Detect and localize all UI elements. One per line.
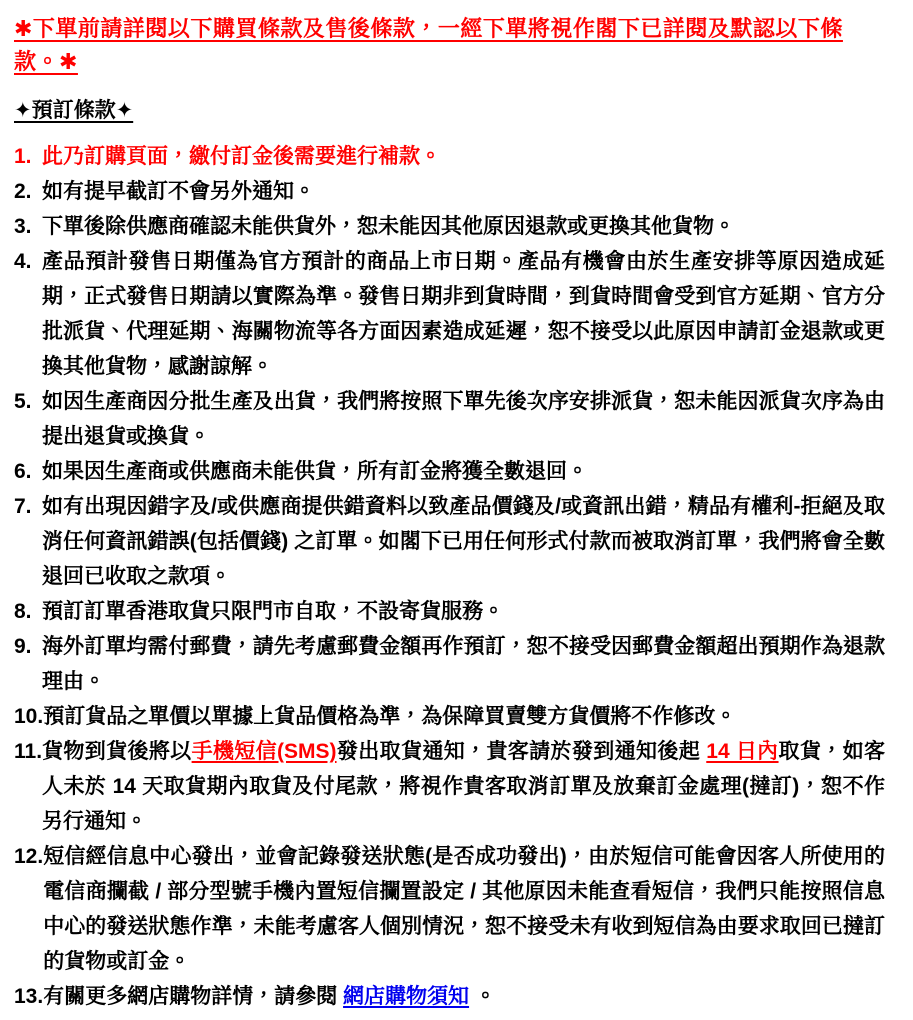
item-text: [42, 174, 885, 209]
text-segment: 下單後除供應商確認未能供貨外，恕未能因其他原因退款或更換其他貨物。: [42, 215, 735, 238]
item-text: [42, 139, 885, 174]
item-number: 3.: [14, 215, 32, 238]
item-text: [42, 384, 885, 454]
text-segment: 預訂訂單香港取貨只限門市自取，不設寄貨服務。: [42, 600, 504, 623]
item-text: [42, 454, 885, 489]
text-segment: 有關更多網店購物詳情，請參閱: [43, 985, 344, 1008]
list-item: [14, 384, 885, 454]
text-segment: 。: [469, 985, 496, 1008]
item-text: [42, 209, 885, 244]
list-item: [14, 139, 885, 174]
list-item: [14, 979, 885, 1014]
item-number: 2.: [14, 180, 32, 203]
list-item: [14, 734, 885, 839]
item-text: [43, 979, 885, 1014]
item-text: [42, 489, 885, 594]
item-number: 12.: [14, 845, 44, 868]
list-item: [14, 489, 885, 594]
item-number: 7.: [14, 495, 32, 518]
text-segment: 取貨，如客人未於 14 天取貨期內取貨及付尾款，將視作貴客取消訂單及放棄訂金處理(撻訂)，恕不作另行通知。: [42, 740, 885, 833]
highlighted-term: 手機短信(SMS): [191, 740, 337, 763]
text-segment: 產品預計發售日期僅為官方預計的商品上市日期。產品有機會由於生產安排等原因造成延期，正式發售日期請以實際為準。發售日期非到貨時間，到貨時間會受到官方延期、官方分批派貨、代理延期、海關物流等各方面因素造成延遲，恕不接受以此原因申請訂金退款或更換其他貨物，感謝諒解。: [42, 250, 885, 378]
list-item: [14, 209, 885, 244]
list-item: [14, 594, 885, 629]
list-item: [14, 699, 885, 734]
purchase-notice-banner: ✱下單前請詳閱以下購買條款及售後條款，一經下單將視作閣下已詳閱及默認以下條款。✱: [14, 16, 843, 74]
item-number: 1.: [14, 145, 32, 168]
text-segment: 如有提早截訂不會另外通知。: [42, 180, 315, 203]
list-item: [14, 174, 885, 209]
item-text: [43, 839, 885, 979]
text-segment: 短信經信息中心發出，並會記錄發送狀態(是否成功發出)，由於短信可能會因客人所使用的電信商攔截 / 部分型號手機內置短信攔置設定 / 其他原因未能查看短信，我們只能按照信息中心的發送狀態作準，未能考慮客人個別情況，恕不接受未有收到短信為由要求取回已撻訂的貨物或訂金。: [43, 845, 885, 973]
list-item: [14, 244, 885, 384]
item-number: 5.: [14, 390, 32, 413]
item-number: 13.: [14, 985, 44, 1008]
item-text: [42, 629, 885, 699]
item-number: 4.: [14, 250, 32, 273]
list-item: [14, 454, 885, 489]
text-segment: 貨物到貨後將以: [42, 740, 192, 763]
text-segment: 如果因生產商或供應商未能供貨，所有訂金將獲全數退回。: [42, 460, 588, 483]
item-number: 9.: [14, 635, 32, 658]
item-number: 10.: [14, 705, 44, 728]
item-number: 11.: [14, 740, 43, 763]
text-segment: 如因生產商因分批生產及出貨，我們將按照下單先後次序安排派貨，恕未能因派貨次序為由提出退貨或換貨。: [42, 390, 885, 448]
list-item: [14, 839, 885, 979]
item-number: 6.: [14, 460, 32, 483]
text-segment: 預訂貨品之單價以單據上貨品價格為準，為保障買賣雙方貨價將不作修改。: [43, 705, 737, 728]
terms-list: [14, 139, 885, 1014]
item-text: [43, 699, 885, 734]
text-segment: 此乃訂購頁面，繳付訂金後需要進行補款。: [42, 145, 441, 168]
preorder-terms-title: ✦預訂條款✦: [14, 99, 134, 122]
list-item: [14, 629, 885, 699]
item-text: [42, 594, 885, 629]
item-text: [42, 244, 885, 384]
text-segment: 海外訂單均需付郵費，請先考慮郵費金額再作預訂，恕不接受因郵費金額超出預期作為退款理由。: [42, 635, 885, 693]
text-segment: 發出取貨通知，貴客請於發到通知後起: [336, 740, 707, 763]
item-number: 8.: [14, 600, 32, 623]
item-text: [42, 734, 885, 839]
highlighted-term: 14 日內: [706, 740, 779, 763]
text-segment: 如有出現因錯字及/或供應商提供錯資料以致產品價錢及/或資訊出錯，精品有權利-拒絕及取消任何資訊錯誤(包括價錢) 之訂單。如閣下已用任何形式付款而被取消訂單，我們將會全數退回已收取之款項。: [42, 495, 885, 588]
store-shopping-guide-link[interactable]: 網店購物須知: [343, 985, 470, 1008]
